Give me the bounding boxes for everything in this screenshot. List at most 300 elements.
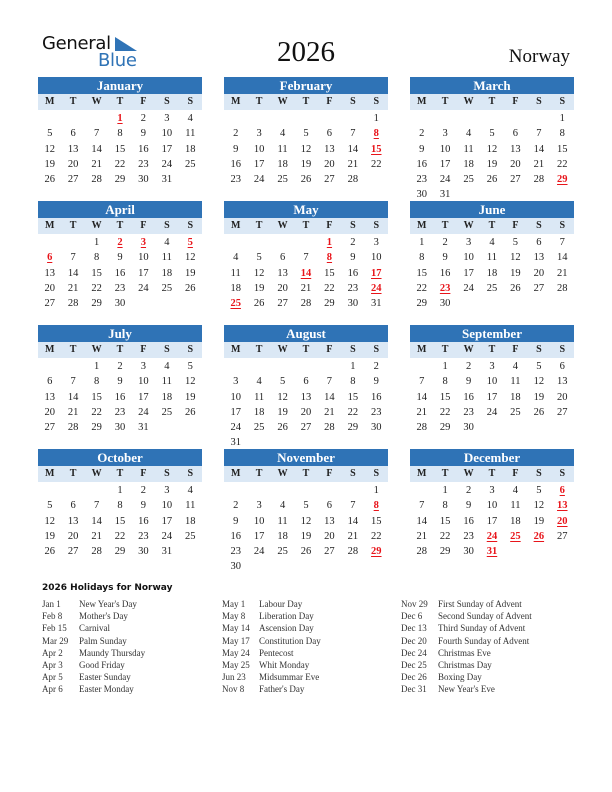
holiday-name: Constitution Day: [259, 635, 321, 646]
day-cell: 18: [463, 158, 474, 170]
month-april: [38, 201, 202, 311]
weekday-header-row: [410, 94, 574, 110]
day-cell: 17: [486, 515, 498, 527]
day-cell: 22: [416, 282, 427, 294]
holiday-date: Dec 26: [401, 672, 427, 683]
day-cell: 18: [486, 267, 498, 279]
day-cell: 14: [347, 143, 359, 155]
month-header: April: [38, 201, 202, 218]
day-cell: 24: [253, 174, 265, 186]
day-cell: 13: [324, 515, 335, 527]
day-cell: 7: [419, 500, 425, 512]
day-cell: 10: [439, 143, 451, 155]
empty-cell: [341, 111, 364, 126]
day-cell: 18: [277, 530, 288, 542]
logo-text-blue: Blue: [98, 50, 137, 71]
day-cell: 22: [91, 282, 102, 294]
weekday-label: S: [373, 220, 380, 231]
day-cell: 13: [44, 267, 55, 279]
day-cell: 5: [303, 128, 309, 140]
day-cell: 6: [326, 128, 333, 140]
day-cell: 10: [371, 252, 382, 264]
empty-cell: [61, 235, 84, 250]
day-cell: 7: [70, 252, 76, 264]
day-cell: 8: [117, 128, 123, 140]
weekday-label: S: [536, 220, 542, 231]
holiday-date: Dec 13: [401, 623, 427, 634]
day-cell: 6: [512, 128, 519, 140]
holiday-name: Boxing Day: [438, 672, 482, 683]
month-october: [38, 449, 202, 559]
month-header: January: [38, 77, 202, 94]
empty-cell: [271, 483, 294, 498]
day-cell: 20: [67, 530, 79, 542]
day-cell: 16: [230, 158, 241, 170]
month-september: [410, 325, 574, 435]
month-header: July: [38, 325, 202, 342]
weekday-label: M: [416, 96, 427, 107]
day-cell: 31: [138, 422, 149, 434]
day-cell: 25: [463, 174, 474, 186]
day-cell: 22: [371, 158, 382, 170]
weekday-label: W: [463, 96, 474, 107]
day-cell: 11: [185, 500, 196, 512]
day-cell: 24: [161, 530, 173, 542]
holiday-item: [222, 683, 321, 695]
day-cell: 22: [324, 282, 335, 294]
holiday-name: Midsummar Eve: [259, 672, 320, 683]
weekday-label: T: [116, 468, 124, 479]
weekday-label: T: [255, 96, 263, 107]
day-cell: 22: [114, 158, 126, 170]
holiday-item: [401, 647, 532, 659]
day-cell: 1: [442, 485, 448, 496]
day-cell: 27: [557, 530, 568, 542]
day-cell: 8: [419, 252, 425, 264]
weekday-label: S: [350, 220, 356, 231]
weekday-label: S: [559, 344, 566, 355]
day-cell: 19: [300, 158, 312, 170]
weekday-label: T: [116, 344, 124, 355]
day-cell: 22: [439, 406, 451, 418]
day-cell: 13: [510, 143, 521, 155]
day-cell: 9: [140, 500, 147, 512]
day-cell: 7: [350, 500, 356, 512]
weekday-label: M: [230, 344, 241, 355]
day-cell: 11: [277, 515, 288, 527]
empty-cell: [504, 111, 527, 126]
day-cell: 11: [254, 391, 265, 403]
holiday-item: [42, 610, 145, 622]
day-cell: 19: [277, 406, 288, 418]
weekday-label: W: [463, 220, 474, 231]
day-cell: 23: [463, 406, 474, 418]
day-cell: 25: [253, 422, 265, 434]
day-cell: 24: [138, 282, 149, 294]
weekday-label: F: [512, 344, 519, 355]
day-cell: 2: [117, 361, 123, 372]
day-cell: 2: [465, 485, 472, 496]
day-cell: 15: [114, 515, 126, 527]
holiday-item: [222, 598, 321, 610]
day-cell: 3: [489, 361, 495, 372]
day-cell: 28: [91, 174, 102, 186]
weekday-label: S: [536, 344, 542, 355]
day-cell: 1: [419, 237, 425, 248]
holiday-day-cell: 23: [439, 282, 451, 294]
day-grid: [410, 110, 574, 203]
country-title: Norway: [508, 46, 570, 67]
weekday-label: T: [441, 220, 449, 231]
day-grid: [224, 482, 388, 575]
holiday-day-cell: 25: [510, 530, 521, 542]
day-cell: 28: [533, 174, 545, 186]
day-cell: 10: [230, 391, 241, 403]
day-cell: 23: [138, 530, 149, 542]
day-cell: 19: [253, 282, 265, 294]
weekday-header-row: [38, 466, 202, 482]
day-cell: 6: [70, 500, 76, 512]
day-cell: 5: [256, 252, 262, 264]
month-december: [410, 449, 574, 559]
holiday-day-cell: 29: [371, 546, 382, 558]
holiday-day-cell: 6: [47, 252, 53, 264]
day-cell: 15: [439, 391, 451, 403]
empty-cell: [318, 359, 341, 374]
empty-cell: [480, 111, 503, 126]
weekday-label: S: [559, 220, 566, 231]
holiday-date: May 8: [222, 611, 246, 622]
day-cell: 3: [489, 485, 495, 496]
holiday-item: [222, 659, 321, 671]
holiday-item: [401, 659, 532, 671]
weekday-label: T: [488, 344, 496, 355]
day-cell: 11: [486, 252, 498, 264]
day-cell: 23: [230, 546, 241, 558]
weekday-label: M: [44, 344, 55, 355]
day-cell: 3: [256, 500, 262, 512]
day-cell: 8: [350, 376, 356, 388]
day-grid: [38, 358, 202, 435]
day-cell: 20: [533, 267, 545, 279]
weekday-label: S: [350, 344, 356, 355]
day-cell: 11: [510, 376, 521, 388]
weekday-label: M: [44, 220, 55, 231]
day-cell: 15: [416, 267, 427, 279]
day-cell: 23: [416, 174, 427, 186]
day-cell: 1: [350, 361, 356, 372]
holiday-day-cell: 1: [117, 113, 123, 124]
day-cell: 29: [347, 422, 359, 434]
holiday-name: Maundy Thursday: [79, 647, 146, 658]
holiday-date: Nov 8: [222, 684, 245, 695]
day-cell: 27: [324, 174, 335, 186]
weekday-label: F: [512, 96, 519, 107]
day-cell: 6: [70, 128, 76, 140]
empty-cell: [38, 483, 61, 498]
day-cell: 16: [416, 158, 427, 170]
day-cell: 14: [67, 391, 79, 403]
holidays-column: [401, 598, 532, 696]
holiday-day-cell: 8: [326, 252, 333, 264]
day-cell: 21: [324, 406, 335, 418]
day-cell: 4: [187, 485, 193, 496]
weekday-label: F: [326, 468, 333, 479]
holiday-item: [401, 671, 532, 683]
day-cell: 5: [47, 500, 53, 512]
day-cell: 9: [233, 515, 239, 527]
day-cell: 24: [161, 158, 173, 170]
day-cell: 29: [114, 546, 126, 558]
day-cell: 3: [140, 361, 147, 372]
day-cell: 13: [300, 391, 312, 403]
day-cell: 9: [140, 128, 147, 140]
day-cell: 9: [373, 376, 379, 388]
holiday-item: [42, 683, 145, 695]
day-cell: 10: [253, 143, 265, 155]
weekday-label: F: [140, 220, 147, 231]
weekday-label: M: [230, 220, 241, 231]
day-cell: 30: [230, 561, 241, 573]
month-may: [224, 201, 388, 311]
day-cell: 30: [114, 298, 126, 310]
day-cell: 5: [279, 376, 286, 388]
weekday-label: T: [488, 468, 496, 479]
day-cell: 4: [465, 128, 472, 140]
weekday-label: T: [302, 220, 310, 231]
day-cell: 15: [324, 267, 335, 279]
empty-cell: [410, 111, 433, 126]
day-grid: [224, 358, 388, 451]
holiday-date: Dec 25: [401, 659, 427, 670]
weekday-label: F: [512, 468, 519, 479]
holiday-date: Feb 8: [42, 611, 63, 622]
weekday-label: M: [44, 96, 55, 107]
weekday-label: S: [187, 344, 194, 355]
day-cell: 26: [44, 546, 55, 558]
weekday-label: W: [277, 220, 288, 231]
weekday-label: M: [44, 468, 55, 479]
day-grid: [224, 110, 388, 187]
day-cell: 27: [67, 174, 79, 186]
day-cell: 16: [114, 267, 126, 279]
day-cell: 3: [465, 237, 472, 248]
day-cell: 30: [347, 298, 359, 310]
weekday-label: M: [416, 220, 427, 231]
day-cell: 25: [161, 406, 173, 418]
day-cell: 12: [44, 143, 55, 155]
day-cell: 19: [44, 158, 55, 170]
empty-cell: [85, 111, 108, 126]
day-cell: 2: [233, 128, 239, 140]
weekday-label: M: [230, 468, 241, 479]
holiday-item: [42, 659, 145, 671]
day-cell: 23: [463, 530, 474, 542]
day-cell: 15: [557, 143, 568, 155]
weekday-label: S: [536, 96, 542, 107]
day-cell: 29: [114, 174, 126, 186]
weekday-label: S: [164, 96, 170, 107]
year-title: 2026: [277, 36, 335, 68]
day-cell: 12: [253, 267, 265, 279]
day-cell: 31: [439, 189, 451, 201]
day-cell: 20: [510, 158, 521, 170]
weekday-label: T: [69, 220, 77, 231]
month-november: [224, 449, 388, 575]
day-cell: 25: [277, 546, 288, 558]
logo-text-general: General: [42, 33, 111, 54]
weekday-label: M: [416, 344, 427, 355]
day-cell: 31: [161, 174, 173, 186]
day-cell: 18: [277, 158, 288, 170]
day-cell: 3: [442, 128, 448, 140]
day-cell: 12: [185, 376, 196, 388]
day-cell: 27: [300, 422, 312, 434]
day-cell: 27: [277, 298, 288, 310]
weekday-header-row: [224, 218, 388, 234]
day-cell: 7: [93, 500, 100, 512]
holiday-date: Mar 29: [42, 635, 69, 646]
day-cell: 17: [253, 158, 265, 170]
day-cell: 2: [373, 361, 379, 372]
empty-cell: [247, 483, 270, 498]
weekday-header-row: [224, 94, 388, 110]
holiday-item: [42, 647, 145, 659]
day-cell: 17: [439, 158, 451, 170]
day-cell: 9: [465, 376, 472, 388]
day-cell: 20: [300, 406, 312, 418]
day-cell: 16: [463, 515, 474, 527]
holiday-item: [42, 671, 145, 683]
day-cell: 17: [138, 267, 149, 279]
weekday-header-row: [38, 94, 202, 110]
holiday-date: May 14: [222, 623, 250, 634]
day-cell: 15: [347, 391, 359, 403]
day-cell: 20: [324, 158, 335, 170]
day-cell: 6: [279, 252, 286, 264]
day-cell: 10: [161, 128, 173, 140]
holiday-day-cell: 14: [300, 267, 312, 279]
day-cell: 26: [300, 546, 312, 558]
holiday-item: [222, 622, 321, 634]
day-grid: [38, 110, 202, 187]
day-cell: 9: [465, 500, 472, 512]
holiday-name: Father's Day: [259, 684, 305, 695]
holiday-date: Dec 24: [401, 647, 427, 658]
day-cell: 20: [44, 282, 55, 294]
holiday-day-cell: 25: [230, 298, 241, 310]
day-cell: 8: [442, 376, 448, 388]
day-cell: 21: [557, 267, 568, 279]
day-cell: 4: [512, 485, 519, 496]
holiday-name: Good Friday: [79, 659, 125, 670]
day-cell: 5: [489, 128, 495, 140]
month-header: May: [224, 201, 388, 218]
weekday-label: F: [140, 344, 147, 355]
weekday-label: T: [255, 344, 263, 355]
day-cell: 25: [185, 530, 196, 542]
day-cell: 20: [67, 158, 79, 170]
holiday-day-cell: 8: [373, 500, 379, 512]
day-cell: 3: [256, 128, 262, 140]
day-cell: 10: [138, 252, 149, 264]
day-cell: 21: [533, 158, 545, 170]
day-cell: 14: [416, 391, 427, 403]
empty-cell: [271, 235, 294, 250]
day-cell: 4: [164, 237, 170, 248]
day-cell: 30: [138, 174, 149, 186]
day-cell: 18: [161, 391, 173, 403]
day-cell: 24: [486, 406, 498, 418]
day-cell: 4: [164, 361, 170, 372]
day-cell: 14: [416, 515, 427, 527]
day-cell: 26: [486, 174, 498, 186]
day-cell: 20: [324, 530, 335, 542]
holiday-name: Liberation Day: [259, 611, 314, 622]
day-cell: 28: [416, 422, 427, 434]
day-cell: 22: [371, 530, 382, 542]
holiday-date: Dec 31: [401, 684, 427, 695]
month-header: October: [38, 449, 202, 466]
day-cell: 25: [510, 406, 521, 418]
month-june: [410, 201, 574, 311]
day-cell: 9: [350, 252, 356, 264]
weekday-label: T: [69, 96, 77, 107]
weekday-label: T: [302, 468, 310, 479]
day-cell: 7: [93, 128, 100, 140]
day-cell: 24: [439, 174, 451, 186]
day-cell: 13: [44, 391, 55, 403]
holiday-name: New Year's Day: [79, 599, 137, 609]
day-cell: 15: [114, 143, 126, 155]
day-cell: 26: [533, 406, 545, 418]
holiday-day-cell: 26: [533, 530, 545, 542]
weekday-label: S: [350, 468, 356, 479]
weekday-label: T: [116, 96, 124, 107]
day-cell: 10: [486, 500, 498, 512]
day-cell: 16: [439, 267, 451, 279]
holidays-column: [42, 598, 145, 696]
day-cell: 8: [117, 500, 123, 512]
day-cell: 16: [371, 391, 382, 403]
empty-cell: [247, 359, 270, 374]
day-cell: 1: [373, 113, 379, 124]
holiday-date: Jan 1: [42, 599, 61, 609]
day-cell: 23: [138, 158, 149, 170]
day-cell: 26: [277, 422, 288, 434]
holiday-name: Christmas Day: [438, 659, 492, 670]
weekday-label: T: [69, 468, 77, 479]
day-cell: 18: [510, 391, 521, 403]
weekday-header-row: [410, 218, 574, 234]
day-cell: 6: [559, 361, 565, 372]
holiday-date: Apr 6: [42, 684, 63, 695]
holidays-column: [222, 598, 321, 696]
empty-cell: [294, 235, 317, 250]
weekday-label: M: [230, 96, 241, 107]
day-cell: 28: [91, 546, 102, 558]
day-cell: 20: [44, 406, 55, 418]
day-cell: 22: [114, 530, 126, 542]
day-cell: 18: [510, 515, 521, 527]
day-cell: 4: [512, 361, 519, 372]
day-cell: 13: [557, 376, 568, 388]
day-cell: 30: [463, 422, 474, 434]
holiday-date: Apr 3: [42, 659, 63, 670]
holiday-name: Labour Day: [259, 599, 303, 609]
empty-cell: [224, 111, 247, 126]
day-cell: 22: [347, 406, 359, 418]
